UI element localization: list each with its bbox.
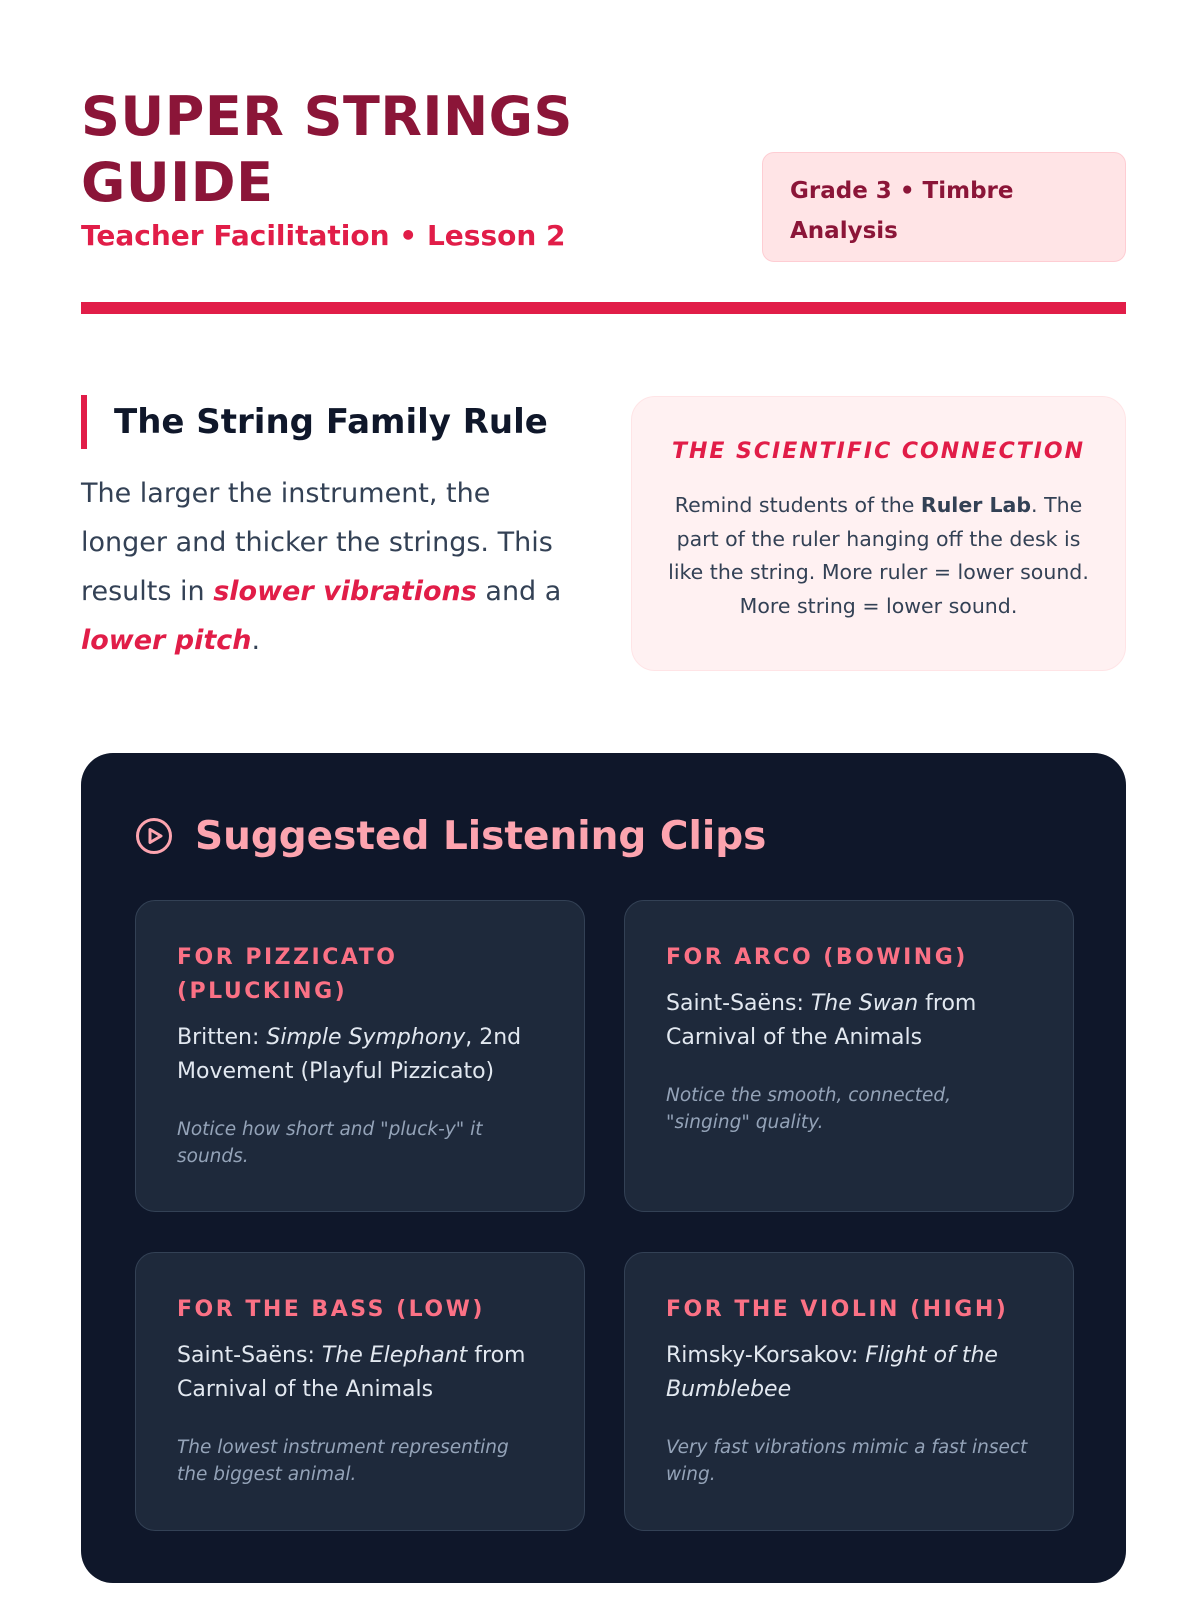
clip-work-title: Simple Symphony [266, 1025, 466, 1050]
clip-composer: Saint-Saëns: [666, 991, 811, 1016]
scientific-connection-box [631, 396, 1126, 671]
rule-body-text-2: and a [476, 576, 562, 607]
listening-heading-text: Suggested Listening Clips [195, 813, 767, 859]
section-heading-text: The String Family Rule [114, 402, 548, 442]
clip-composer: Britten: [177, 1025, 267, 1050]
science-text-before: Remind students of the [674, 493, 921, 517]
scientific-connection-text [662, 489, 1095, 623]
clip-note: Notice how short and "pluck-y" it sounds. [177, 1119, 483, 1167]
science-text-after: . The part of the ruler hanging off the desk is like the string. More ruler = lower sound. More string = lower sound. [668, 493, 1089, 618]
section-heading [81, 395, 581, 449]
clip-description [177, 1021, 544, 1089]
clip-description-rest: , 2nd Movement (Playful Pizzicato) [177, 1025, 522, 1084]
clip-composer: Rimsky-Korsakov: [666, 1343, 866, 1368]
clip-description-rest: from Carnival of the Animals [177, 1343, 526, 1402]
clip-description [177, 1339, 544, 1407]
clip-work-title: The Elephant [321, 1343, 468, 1368]
listening-clips-panel [81, 753, 1126, 1583]
listening-heading [135, 808, 766, 864]
clip-note: Notice the smooth, connected, "singing" quality. [666, 1085, 952, 1133]
clip-description [666, 987, 1033, 1055]
clip-label: FOR THE VIOLIN (HIGH) [666, 1297, 1009, 1322]
string-family-rule-section [81, 395, 581, 665]
page-header [81, 84, 1126, 314]
clip-description-rest: from Carnival of the Animals [666, 991, 977, 1050]
highlight-slower-vibrations: slower vibrations [213, 576, 477, 607]
clip-composer: Saint-Saëns: [177, 1343, 322, 1368]
rule-body-text-1: The larger the instrument, the longer and thicker the strings. This results in [81, 478, 553, 607]
play-circle-icon [135, 817, 173, 855]
page-title: SUPER STRINGS GUIDE [81, 85, 573, 214]
clip-label: FOR ARCO (BOWING) [666, 945, 968, 970]
highlight-lower-pitch: lower pitch [81, 625, 252, 656]
grade-badge: Grade 3 • Timbre Analysis [762, 152, 1126, 262]
clip-work-title: Flight of the Bumblebee [666, 1343, 998, 1402]
clip-card-bass [135, 1252, 585, 1531]
clip-label: FOR PIZZICATO (PLUCKING) [177, 945, 398, 1004]
page-subtitle: Teacher Facilitation • Lesson 2 [81, 219, 566, 252]
clip-card-arco [624, 900, 1074, 1212]
rule-body [81, 469, 581, 665]
rule-body-text-3: . [251, 625, 261, 656]
header-divider [81, 302, 1126, 314]
clip-description [666, 1339, 1033, 1407]
clip-work-title: The Swan [810, 991, 919, 1016]
scientific-connection-title: THE SCIENTIFIC CONNECTION [671, 439, 1086, 464]
clip-card-pizzicato [135, 900, 585, 1212]
clip-card-violin [624, 1252, 1074, 1531]
clip-label: FOR THE BASS (LOW) [177, 1297, 485, 1322]
ruler-lab-bold: Ruler Lab [920, 493, 1032, 517]
clip-note: The lowest instrument representing the biggest animal. [177, 1437, 509, 1485]
clip-note: Very fast vibrations mimic a fast insect wing. [666, 1437, 1028, 1485]
